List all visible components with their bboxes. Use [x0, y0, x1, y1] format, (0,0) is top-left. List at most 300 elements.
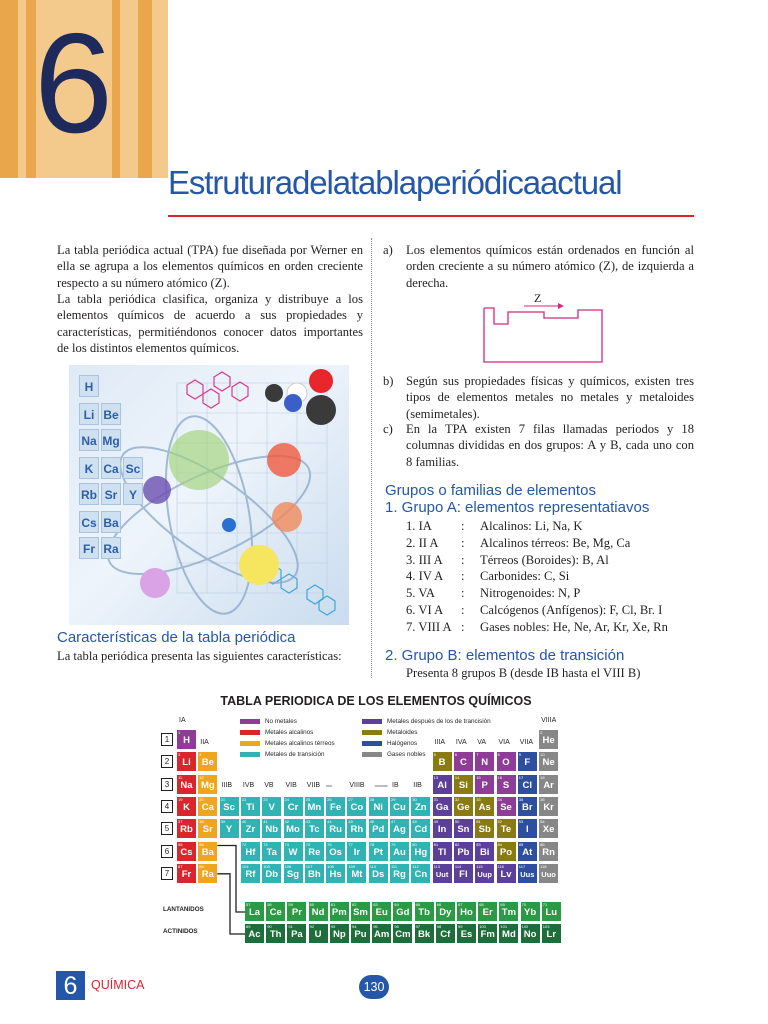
atomic-number: 58 [267, 902, 272, 907]
group-label: IA [179, 717, 186, 724]
element-symbol: Rn [542, 846, 555, 858]
element-symbol: N [481, 757, 489, 769]
familia-colon: : [461, 619, 465, 634]
element-cell [539, 730, 558, 749]
element-cell [369, 842, 388, 861]
group-label: VB [264, 782, 274, 789]
atomic-number: 97 [415, 924, 421, 929]
legend-swatch [240, 730, 260, 735]
element-symbol: Pd [372, 824, 385, 836]
element-symbol: Md [502, 929, 516, 940]
element-cell [305, 797, 324, 816]
footer-chapter-badge: 6 [56, 971, 85, 1000]
element-cell [330, 902, 349, 921]
atomic-number: 25 [305, 796, 311, 802]
atomic-number: 9 [518, 752, 522, 758]
atomic-number: 61 [330, 902, 336, 907]
element-symbol: Hg [414, 846, 428, 858]
element-cell [411, 797, 430, 816]
group-label: VIB [285, 782, 297, 789]
element-symbol: Rb [180, 824, 193, 836]
atomic-number: 102 [521, 924, 529, 929]
grupos-heading: Grupos o familias de elementos [385, 482, 596, 499]
list-text: Los elementos químicos están ordenados en función al orden creciente a su número atómico (Z), de izquierda a derecha. [406, 243, 694, 290]
element-symbol: Cd [414, 824, 428, 836]
familia-description: Alcalinos: Li, Na, K [480, 519, 583, 533]
atomic-number: 100 [479, 924, 486, 929]
atomic-number: 85 [518, 841, 524, 847]
element-cell [241, 819, 260, 838]
atomic-number: 49 [433, 819, 439, 825]
element-cell [262, 842, 281, 861]
element-symbol: O [502, 757, 510, 769]
element-cell [475, 797, 494, 816]
caracteristicas-text: La tabla periódica presenta las siguientes características: [57, 649, 342, 663]
element-symbol: Uut [435, 869, 449, 879]
element-cell [305, 819, 324, 838]
element-cell [411, 842, 430, 861]
element-symbol: Na [180, 779, 193, 791]
atomic-number: 24 [284, 796, 289, 802]
element-symbol: Co [350, 801, 364, 813]
atomic-number: 56 [199, 841, 204, 847]
element-cell [241, 797, 260, 816]
element-symbol: Tl [437, 846, 447, 858]
period-box: 2 [161, 755, 173, 768]
atomic-number: 20 [199, 796, 204, 802]
element-cell [245, 902, 264, 921]
element-symbol: Np [332, 929, 346, 940]
legend-label: Metaloides [387, 729, 418, 736]
period-box: 6 [161, 845, 173, 858]
atomic-number: 60 [309, 902, 315, 907]
element-cell [433, 752, 452, 771]
element-symbol: Be [201, 757, 214, 769]
atomic-number: 54 [540, 819, 545, 825]
atomic-number: 98 [436, 924, 442, 929]
actinides-label: ACTINIDOS [163, 928, 198, 935]
atomic-number: 12 [199, 774, 204, 780]
element-symbol: Ho [460, 907, 473, 918]
element-cell [351, 924, 370, 943]
period-box: 5 [161, 822, 173, 835]
atomic-number: 4 [199, 752, 202, 758]
intro-paragraph-1: La tabla periódica actual (TPA) fue diseñada por Werner en ella se agrupa a los elementos químicos en orden creciente respecto a su número atómico (Z). [57, 243, 363, 290]
element-cell [433, 864, 452, 883]
list-marker: c) [383, 422, 393, 436]
element-cell [454, 752, 473, 771]
element-symbol: Fl [459, 868, 468, 880]
element-cell [518, 752, 537, 771]
element-symbol: Bi [479, 846, 490, 858]
element-cell [475, 775, 494, 794]
element-cell [198, 797, 217, 816]
atomic-number: 1 [178, 730, 181, 735]
element-symbol: Al [437, 779, 447, 791]
atomic-number: 105 [263, 863, 270, 869]
element-cell [220, 819, 239, 838]
atomic-number: 78 [369, 841, 375, 847]
atomic-number: 92 [309, 924, 315, 929]
period-box: 4 [161, 800, 173, 813]
atomic-number: 34 [497, 796, 502, 802]
element-cell [198, 775, 217, 794]
element-cell [539, 752, 558, 771]
page-title: Estruturadelatablaperiódicaactual [168, 164, 622, 201]
illustration-symbol: Ba [101, 511, 121, 533]
illustration-symbol: Fr [79, 537, 99, 559]
atomic-number: 48 [412, 819, 417, 825]
element-cell [326, 842, 345, 861]
atomic-number: 50 [454, 819, 460, 825]
element-symbol: Zr [245, 824, 256, 836]
atomic-number: 6 [454, 752, 458, 758]
element-cell [415, 902, 434, 921]
period-box: 7 [161, 867, 173, 880]
illustration-symbol: H [79, 375, 99, 397]
illustration-symbol: Y [123, 483, 143, 505]
element-symbol: Fm [480, 929, 495, 940]
familia-number: 5. VA [406, 586, 435, 601]
atomic-number: 115 [476, 863, 483, 869]
familia-description: Térreos (Boroides): B, Al [480, 552, 609, 567]
element-symbol: As [478, 801, 491, 813]
element-cell [411, 819, 430, 838]
element-symbol: Ni [373, 801, 383, 813]
element-symbol: Pm [331, 907, 347, 918]
atomic-number: 39 [220, 819, 226, 825]
element-cell [454, 842, 473, 861]
group-label: VA [477, 739, 487, 746]
illustration-symbol: Be [101, 403, 121, 425]
element-cell [177, 819, 196, 838]
familia-number: 1. IA [406, 519, 432, 533]
element-cell [220, 797, 239, 816]
element-cell [262, 864, 281, 883]
atomic-number: 57 [246, 902, 251, 907]
illustration-symbol: Ca [101, 457, 121, 479]
atomic-number: 43 [305, 819, 311, 825]
element-symbol: Lr [546, 929, 557, 940]
group-label: VIA [498, 739, 510, 746]
familia-colon: : [461, 535, 465, 550]
element-cell [262, 797, 281, 816]
element-cell [499, 902, 518, 921]
element-symbol: W [288, 846, 298, 858]
chapter-number: 6 [34, 4, 113, 163]
element-symbol: Lv [500, 868, 512, 880]
element-symbol: Mt [351, 868, 363, 880]
element-symbol: Th [269, 929, 282, 940]
period-box: 1 [161, 733, 173, 746]
element-cell [518, 864, 537, 883]
illustration-symbol: K [79, 457, 99, 479]
element-cell [390, 819, 409, 838]
atomic-number: 33 [476, 796, 481, 802]
element-cell [433, 842, 452, 861]
atomic-number: 26 [327, 796, 332, 802]
element-symbol: B [438, 757, 446, 769]
element-cell [539, 775, 558, 794]
element-symbol: Cf [440, 929, 451, 940]
element-cell [369, 797, 388, 816]
atomic-number: 67 [458, 902, 463, 907]
element-cell [475, 752, 494, 771]
element-symbol: Db [265, 868, 279, 880]
atomic-number: 93 [330, 924, 336, 929]
element-cell [475, 819, 494, 838]
list-text: Según sus propiedades físicas y químicos, existen tres tipos de elementos metales no metales y metaloides (semimetales). [406, 374, 694, 421]
atomic-number: 8 [497, 752, 500, 758]
atomic-number: 40 [241, 819, 247, 825]
atomic-number: 95 [373, 924, 378, 929]
element-cell [390, 864, 409, 883]
element-symbol: Sr [202, 824, 213, 836]
element-symbol: Cn [414, 868, 428, 880]
element-cell [287, 924, 306, 943]
element-symbol: Lu [545, 907, 558, 918]
element-cell [457, 902, 476, 921]
group-label: IIB [413, 782, 422, 789]
intro-paragraph-2: La tabla periódica clasifica, organiza y distribuye a los elementos químicos de acuerdo a sus propiedades y características, permitiéndonos conocer datos importantes de los distintos elementos químicos. [57, 292, 363, 356]
atomic-number: 84 [497, 841, 502, 847]
element-symbol: Bk [418, 929, 431, 940]
atomic-number: 77 [348, 841, 353, 847]
element-symbol: Si [458, 779, 468, 791]
element-symbol: Y [225, 824, 233, 836]
element-cell [177, 864, 196, 883]
element-cell [518, 797, 537, 816]
legend-label: Metales alcalinos térreos [265, 740, 335, 747]
element-symbol: Po [499, 846, 513, 858]
atomic-number: 68 [479, 902, 484, 907]
atomic-number: 86 [540, 841, 545, 847]
period-box: 3 [161, 778, 173, 791]
grupo-b-heading: 2. Grupo B: elementos de transición [385, 647, 625, 664]
element-cell [305, 842, 324, 861]
list-marker: a) [383, 243, 393, 257]
element-symbol: Pu [354, 929, 367, 940]
element-cell [433, 819, 452, 838]
atomic-number: 41 [263, 819, 268, 825]
element-cell [266, 902, 285, 921]
illustration-symbol: Sc [123, 457, 143, 479]
atomic-number: 64 [394, 902, 399, 907]
element-symbol: Ta [266, 846, 277, 858]
atomic-number: 114 [454, 863, 462, 869]
element-cell [415, 924, 434, 943]
element-symbol: Mn [307, 801, 322, 813]
element-cell [351, 902, 370, 921]
element-symbol: Pa [291, 929, 303, 940]
atomic-number: 55 [178, 841, 183, 847]
atomic-number: 22 [241, 796, 247, 802]
illustration-symbol: Ra [101, 537, 121, 559]
element-cell [521, 924, 540, 943]
element-cell [347, 797, 366, 816]
element-symbol: Ba [201, 846, 214, 858]
element-cell [284, 819, 303, 838]
familia-number: 7. VIII A [406, 619, 452, 634]
element-cell [372, 902, 391, 921]
familia-number: 3. III A [406, 552, 443, 567]
atomic-number: 51 [476, 819, 481, 825]
element-cell [326, 819, 345, 838]
element-cell [390, 842, 409, 861]
element-symbol: Se [500, 801, 512, 813]
legend-swatch [362, 730, 382, 735]
familia-number: 4. IV A [406, 569, 444, 584]
element-symbol: No [523, 929, 537, 940]
element-symbol: K [183, 801, 190, 813]
connector-line [217, 874, 245, 934]
group-label: IVA [455, 739, 467, 746]
element-symbol: Tm [501, 907, 517, 918]
familia-colon: : [461, 586, 465, 601]
element-symbol: Ir [353, 846, 361, 858]
element-cell [177, 730, 196, 749]
atomic-number: 73 [263, 841, 268, 847]
legend-swatch [240, 752, 260, 757]
element-cell [309, 902, 328, 921]
atomic-number: 10 [540, 752, 545, 758]
element-symbol: Br [522, 801, 533, 813]
atomic-number: 110 [369, 863, 377, 869]
periodic-table-title: TABLA PERIODICA DE LOS ELEMENTOS QUÍMICOS [220, 694, 532, 708]
atomic-number: 44 [327, 819, 332, 825]
element-symbol: Tc [309, 824, 320, 836]
atomic-number: 107 [305, 863, 313, 869]
legend-label: Metales alcalinos [265, 729, 314, 736]
element-symbol: Cm [395, 929, 411, 940]
element-cell [454, 775, 473, 794]
atomic-number: 76 [327, 841, 332, 847]
element-cell [241, 864, 260, 883]
element-symbol: U [314, 929, 322, 940]
element-symbol: Te [500, 824, 512, 836]
element-cell [347, 819, 366, 838]
element-cell [326, 797, 345, 816]
list-text: En la TPA existen 7 filas llamadas periodos y 18 columnas divididas en dos grupos: A y B, cada uno con 8 familias. [406, 422, 694, 469]
atomic-number: 117 [518, 863, 526, 869]
element-cell [393, 924, 412, 943]
atomic-number: 28 [369, 796, 375, 802]
atomic-number: 32 [454, 796, 460, 802]
element-symbol: He [542, 735, 555, 746]
element-symbol: Uus [520, 869, 535, 879]
element-symbol: S [502, 779, 510, 791]
grupo-a-heading: 1. Grupo A: elementos representatiavos [385, 499, 650, 516]
footer-subject: QUÍMICA [91, 978, 145, 992]
element-symbol: Eu [375, 907, 388, 918]
element-symbol: Ru [329, 824, 342, 836]
element-cell [284, 864, 303, 883]
atomic-number: 88 [199, 863, 204, 869]
atomic-number: 103 [542, 924, 550, 929]
element-cell [369, 864, 388, 883]
atomic-number: 3 [178, 752, 181, 758]
element-cell [497, 819, 516, 838]
element-cell [198, 819, 217, 838]
element-symbol: F [524, 757, 531, 769]
atomic-number: 111 [391, 863, 398, 869]
legend-label: Metales despuės de los de trancisión [387, 718, 491, 725]
element-symbol: Zn [414, 801, 427, 813]
element-cell [518, 819, 537, 838]
element-cell [198, 842, 217, 861]
element-cell [497, 842, 516, 861]
element-symbol: Ac [248, 929, 261, 940]
element-symbol: Ds [372, 868, 385, 880]
element-symbol: Ga [435, 801, 449, 813]
atomic-number: 74 [284, 841, 289, 847]
atomic-number: 63 [373, 902, 378, 907]
legend-label: No metales [265, 718, 297, 725]
element-cell [411, 864, 430, 883]
element-symbol: Es [460, 929, 473, 940]
element-cell [436, 902, 455, 921]
element-cell [542, 902, 561, 921]
atomic-number: 104 [241, 863, 249, 869]
element-symbol: Sn [457, 824, 470, 836]
element-symbol: Er [482, 907, 493, 918]
atomic-number: 42 [284, 819, 289, 825]
element-symbol: Kr [543, 801, 554, 813]
element-cell [539, 819, 558, 838]
group-label: IIIB [221, 782, 233, 789]
element-symbol: Rh [350, 824, 364, 836]
element-symbol: Hs [329, 868, 342, 880]
atomic-number: 71 [542, 902, 548, 907]
legend-swatch [240, 741, 260, 746]
atomic-number: 14 [454, 774, 460, 780]
element-symbol: Dy [439, 907, 452, 918]
element-symbol: Pb [457, 846, 470, 858]
element-cell [433, 797, 452, 816]
element-cell [347, 864, 366, 883]
familia-description: Gases nobles: He, Ne, Ar, Kr, Xe, Rn [480, 619, 668, 634]
element-symbol: Cr [287, 801, 299, 813]
atomic-number: 15 [476, 774, 481, 780]
atomic-number: 36 [540, 796, 545, 802]
element-symbol: V [268, 801, 275, 813]
group-label: IIA [200, 739, 209, 746]
element-cell [177, 775, 196, 794]
illustration-symbol: Sr [101, 483, 121, 505]
element-cell [497, 797, 516, 816]
element-symbol: Pr [291, 907, 302, 918]
familia-number: 2. II A [406, 535, 439, 550]
element-symbol: Os [329, 846, 342, 858]
legend-swatch [362, 752, 382, 757]
element-cell [284, 842, 303, 861]
legend-label: Halógenos [387, 740, 418, 747]
element-symbol: Tb [418, 907, 430, 918]
element-cell [330, 924, 349, 943]
element-cell [454, 864, 473, 883]
element-symbol: Sg [286, 868, 300, 880]
element-symbol: At [522, 846, 533, 858]
element-cell [390, 797, 409, 816]
element-cell [518, 842, 537, 861]
group-label: VIIIB [349, 782, 365, 789]
atomic-number: 21 [220, 796, 226, 802]
atomic-number: 81 [433, 841, 439, 847]
atomic-number: 94 [352, 924, 357, 929]
element-cell [539, 797, 558, 816]
element-cell [198, 864, 217, 883]
element-cell [497, 775, 516, 794]
